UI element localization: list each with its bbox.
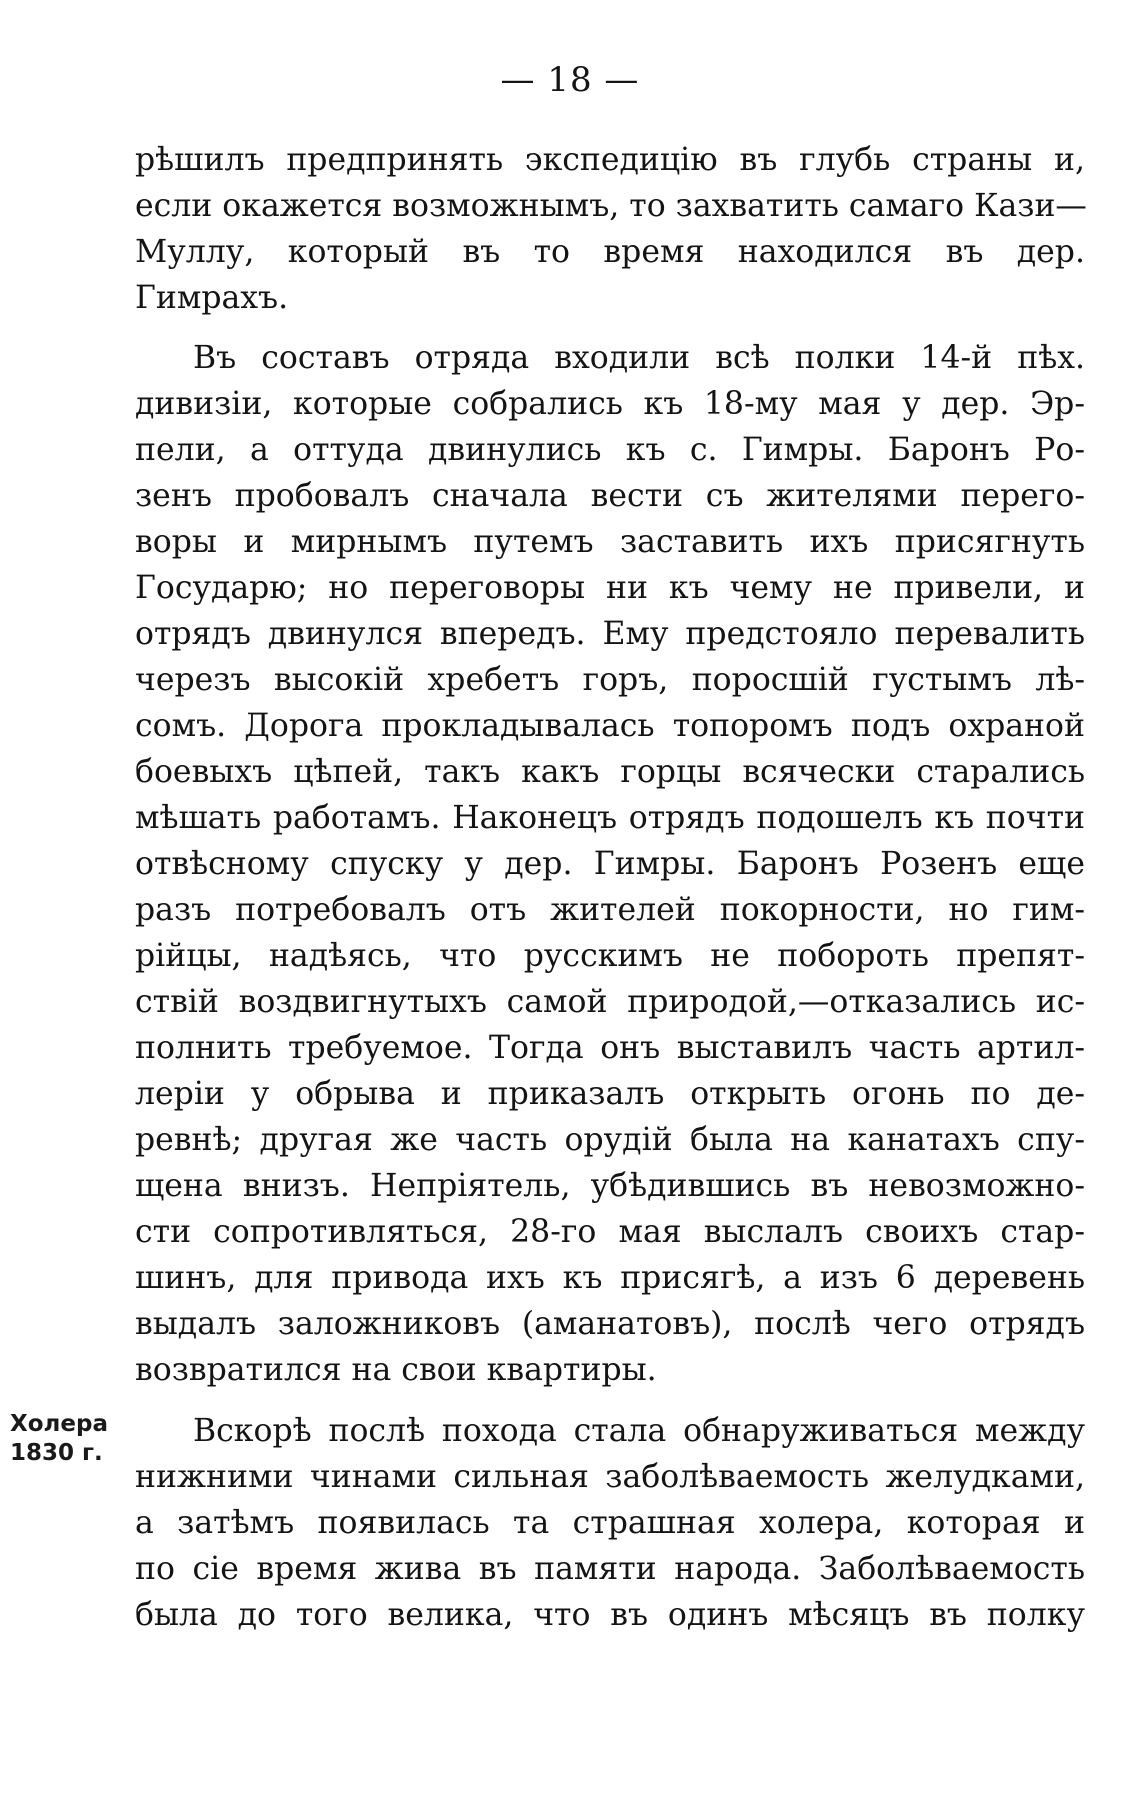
text-line: дивизіи, которые собрались къ 18-му мая у дер. Эр- <box>135 386 1085 422</box>
text-line: сти сопротивляться, 28-го мая выслалъ своихъ стар- <box>135 1214 1085 1250</box>
text-line: леріи у обрыва и приказалъ открыть огонь по де- <box>135 1076 1085 1112</box>
text-line: выдалъ заложниковъ (аманатовъ), послѣ чего отрядъ <box>135 1306 1085 1342</box>
text-line: возвратился на свои квартиры. <box>135 1352 657 1388</box>
text-line: рѣшилъ предпринять экспедицію въ глубь страны и, <box>135 142 1085 178</box>
page-number: — 18 — <box>500 60 640 100</box>
text-line: боевыхъ цѣпей, такъ какъ горцы всячески старались <box>135 754 1085 790</box>
text-line: полнить требуемое. Тогда онъ выставилъ часть артил- <box>135 1030 1085 1066</box>
margin-note-line: 1830 г. <box>10 1440 103 1466</box>
text-line: по сіе время жива въ памяти народа. Заболѣваемость <box>135 1551 1085 1587</box>
text-line: а затѣмъ появилась та страшная холера, которая и <box>135 1505 1085 1541</box>
paragraph <box>135 1408 1085 1638</box>
text-line: рійцы, надѣясь, что русскимъ не побороть препят- <box>135 938 1085 974</box>
text-line: зенъ пробовалъ сначала вести съ жителями перего- <box>135 478 1085 514</box>
text-line: щена внизъ. Непріятель, убѣдившись въ невозможно- <box>135 1168 1085 1204</box>
paragraph <box>135 335 1085 1393</box>
margin-note-line: Холера <box>10 1411 108 1437</box>
text-line: мѣшать работамъ. Наконецъ отрядъ подошелъ къ почти <box>135 800 1085 836</box>
text-line: сомъ. Дорога прокладывалась топоромъ подъ охраной <box>135 708 1085 744</box>
text-line: Въ составъ отряда входили всѣ полки 14-й пѣх. <box>193 340 1085 376</box>
text-line: разъ потребовалъ отъ жителей покорности, но гим- <box>135 892 1085 928</box>
text-line: черезъ высокій хребетъ горъ, поросшій густымъ лѣ- <box>135 662 1085 698</box>
text-line: была до того велика, что въ одинъ мѣсяцъ въ полку <box>135 1597 1085 1633</box>
text-line: если окажется возможнымъ, то захватить самаго Кази— <box>135 188 1087 224</box>
text-line: ствій воздвигнутыхъ самой природой,—отказались ис- <box>135 984 1085 1020</box>
text-line: Вскорѣ послѣ похода стала обнаруживаться между <box>193 1413 1085 1449</box>
text-line: отрядъ двинулся впередъ. Ему предстояло перевалить <box>135 616 1085 652</box>
text-line: нижними чинами сильная заболѣваемость желудками, <box>135 1459 1085 1495</box>
text-line: ревнѣ; другая же часть орудій была на канатахъ спу- <box>135 1122 1085 1158</box>
text-line: шинъ, для привода ихъ къ присягѣ, а изъ 6 деревень <box>135 1260 1085 1296</box>
text-line: воры и мирнымъ путемъ заставить ихъ присягнуть <box>135 524 1085 560</box>
text-line: Государю; но переговоры ни къ чему не привели, и <box>135 570 1085 606</box>
margin-note <box>10 1410 120 1468</box>
text-line: Гимрахъ. <box>135 280 289 316</box>
text-line: отвѣсному спуску у дер. Гимры. Баронъ Розенъ еще <box>135 846 1085 882</box>
paragraph <box>135 137 1085 321</box>
text-line: Муллу, который въ то время находился въ дер. <box>135 234 1085 270</box>
text-line: пели, а оттуда двинулись къ с. Гимры. Баронъ Ро- <box>135 432 1085 468</box>
